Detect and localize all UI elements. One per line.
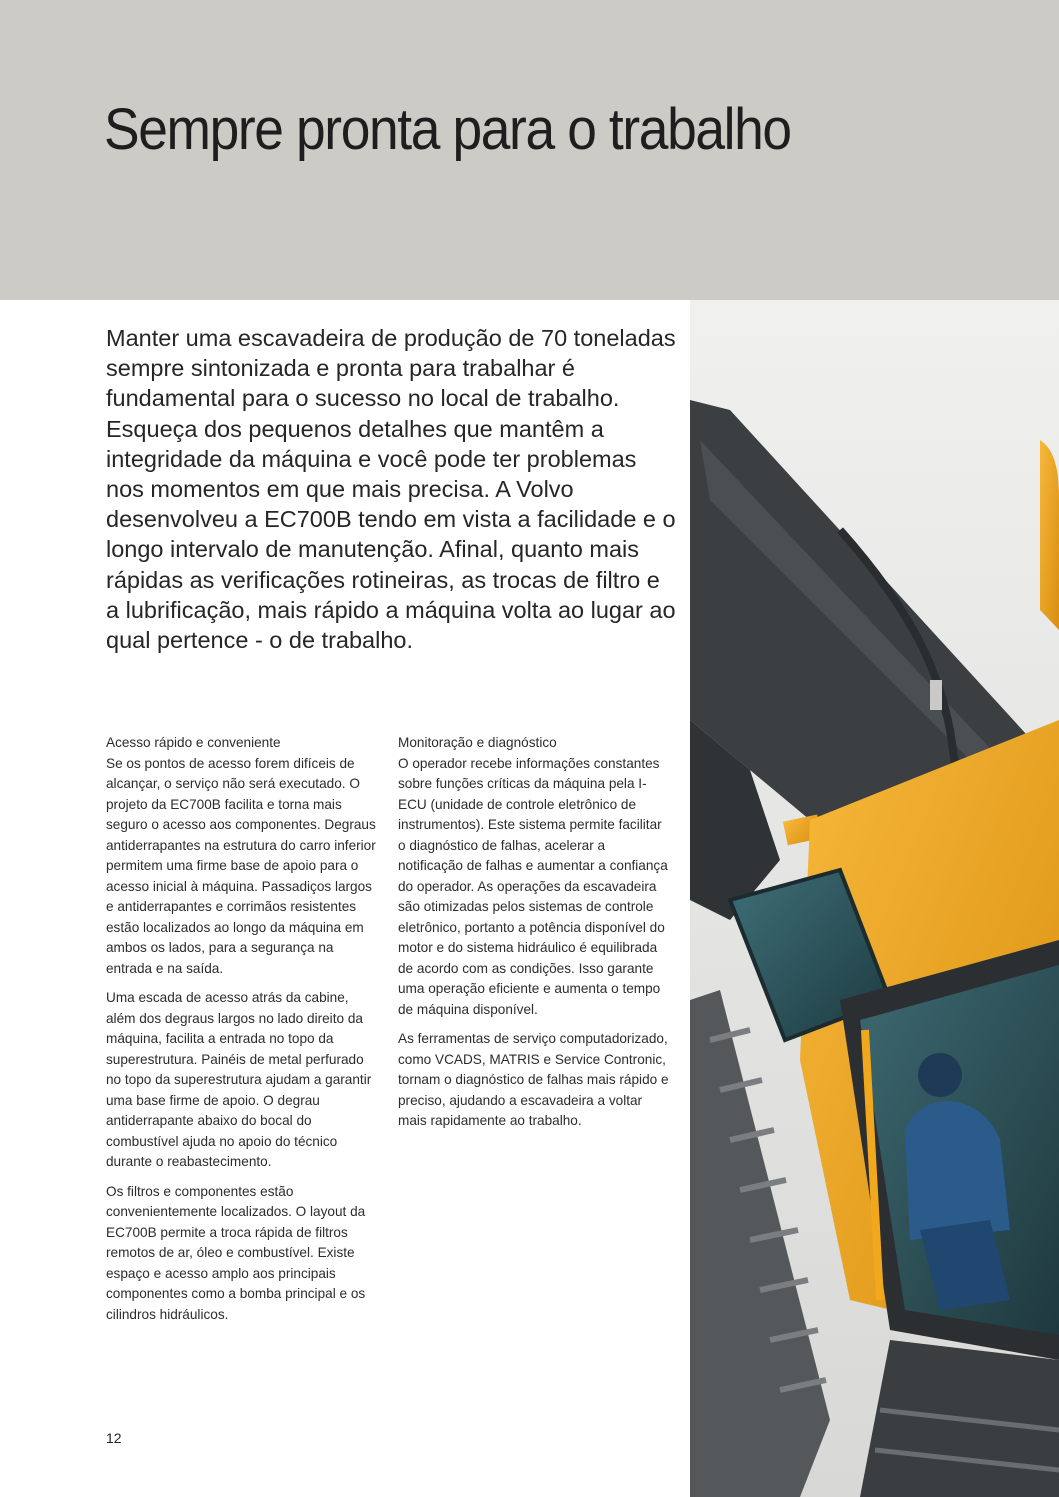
left-paragraph-3: Os filtros e componentes estão convenientemente localizados. O layout da EC700B permite a troca rápida de filtros remotos de ar, óleo e combustível. Existe espaço e acesso amplo aos principais componentes como a bomba principal e os cilindros hidráulicos. <box>106 1183 366 1322</box>
left-paragraph-1: Se os pontos de acesso forem difíceis de alcançar, o serviço não será executado. O projeto da EC700B facilita e torna mais seguro o acesso aos componentes. Degraus antiderrapantes na estrutura do carro inferior permitem uma firme base de apoio para o acesso inicial à máquina. Passadiços largos e antiderrapantes e corrimãos resistentes estão localizados ao longo da máquina em ambos os lados, para a segurança na entrada e na saída. <box>106 755 376 976</box>
intro-text: Manter uma escavadeira de produção de 70 toneladas sempre sintonizada e pronta para trabalhar é fundamental para o sucesso no local de trabalho. Esqueça dos pequenos detalhes que mantêm a integridade da máquina e você pode ter problemas nos momentos em que mais precisa. A Volvo desenvolveu a EC700B tendo em vista a facilidade e o longo intervalo de manutenção. Afinal, quanto mais rápidas as verificações rotineiras, as trocas de filtro e a lubrificação, mais rápido a máquina volta ao lugar ao qual pertence - o de trabalho. <box>106 325 676 654</box>
left-column-heading: Acesso rápido e conveniente <box>106 735 281 750</box>
right-column <box>398 733 670 1141</box>
page-number: 12 <box>106 1430 122 1446</box>
right-column-heading: Monitoração e diagnóstico <box>398 735 557 750</box>
left-paragraph-2: Uma escada de acesso atrás da cabine, além dos degraus largos no lado direito da máquina, facilita a entrada no topo da superestrutura. Painéis de metal perfurado no topo da superestrutura ajudam a garantir uma base firme de apoio. O degrau antiderrapante abaixo do bocal do combustível ajuda no apoio do técnico durante o reabastecimento. <box>106 990 372 1169</box>
excavator-illustration <box>690 300 1059 1497</box>
excavator-photo <box>690 300 1059 1497</box>
page-title: Sempre pronta para o trabalho <box>104 97 791 162</box>
right-paragraph-2: As ferramentas de serviço computadorizado, como VCADS, MATRIS e Service Contronic, tornam o diagnóstico de falhas mais rápido e preciso, ajudando a escavadeira a voltar mais rapidamente ao trabalho. <box>398 1031 669 1128</box>
intro-paragraph <box>106 323 676 655</box>
left-column <box>106 733 378 1334</box>
right-paragraph-1: O operador recebe informações constantes sobre funções críticas da máquina pela I-ECU (unidade de controle eletrônico de instrumentos). Este sistema permite facilitar o diagnóstico de falhas, acelerar a notificação de falhas e aumentar a confiança do operador. As operações da escavadeira são otimizadas pelos sistemas de controle eletrônico, portanto a potência disponível do motor e do sistema hidráulico é equilibrada de acordo com as condições. Isso garante uma operação eficiente e aumenta o tempo de máquina disponível. <box>398 755 668 1017</box>
